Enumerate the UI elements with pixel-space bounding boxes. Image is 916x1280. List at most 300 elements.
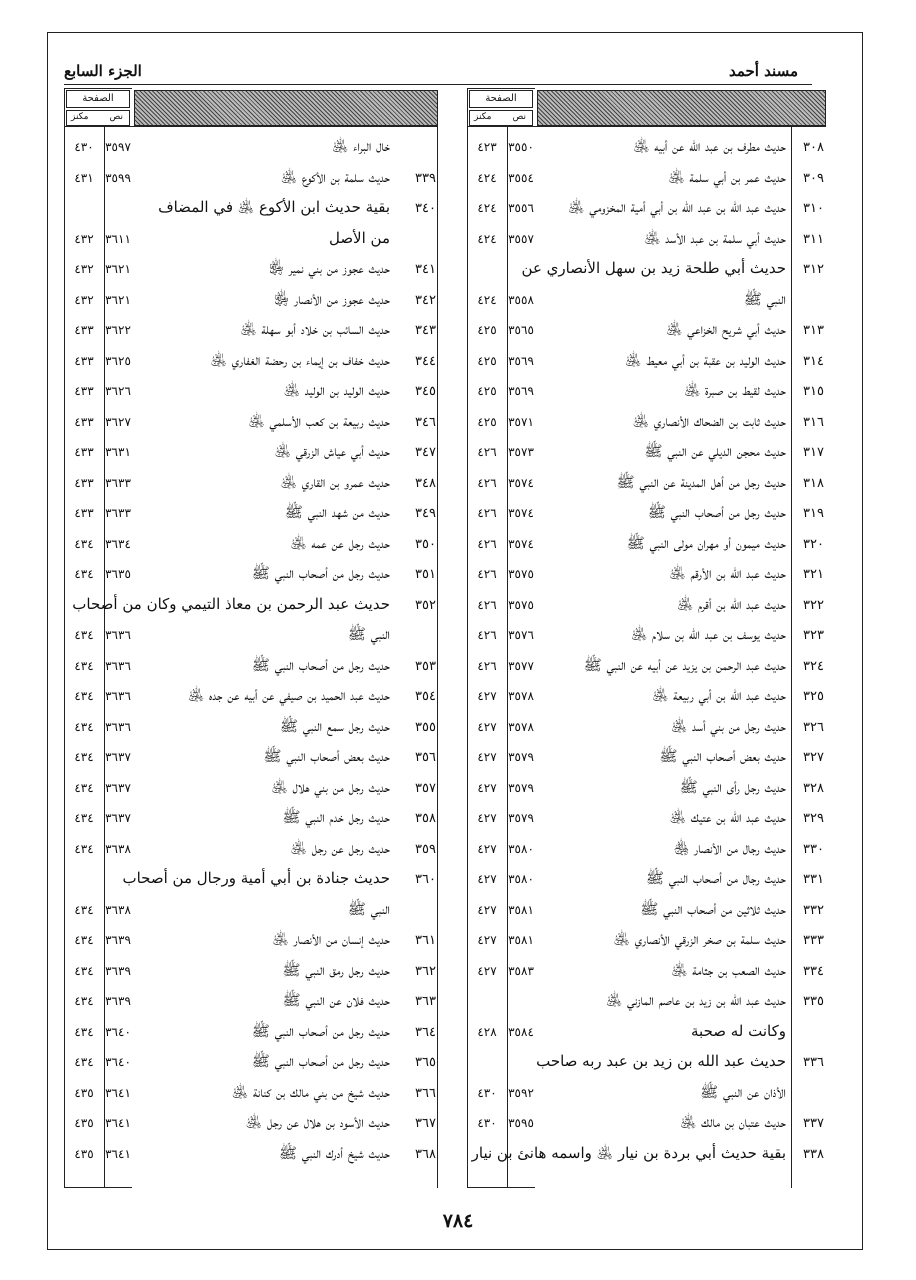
index-entry: [64, 927, 438, 958]
entry-number: ٣٤٧: [415, 445, 436, 460]
entry-page-number: ٤٢٤: [477, 292, 497, 307]
entry-page-number: ٤٢٤: [477, 170, 497, 185]
entry-page-number: ٤٣٤: [74, 689, 94, 703]
index-entry: [64, 439, 438, 470]
index-entry: [64, 226, 438, 257]
entry-number: ٣٥٦: [415, 750, 436, 765]
entry-nas-number: ٣٥٧٩: [508, 780, 534, 795]
entry-list-right: [467, 134, 826, 1171]
entry-number: ٣٢٨: [803, 780, 824, 796]
entry-page-number: ٤٢٤: [477, 231, 497, 246]
entry-nas-number: ٣٦٤١: [105, 1085, 131, 1100]
entry-nas-number: ٣٥٧٤: [508, 475, 534, 490]
entry-nas-number: ٣٥٧٤: [508, 536, 534, 551]
entry-title: حديث عبد الرحمن بن يزيد عن أبيه عن النبي ﷺ: [583, 655, 786, 674]
entry-title: حديث لقيط بن صبرة ﵁: [683, 381, 786, 399]
index-entry: [64, 531, 438, 562]
entry-title: حديث عبد الحميد بن صيفي عن أبيه عن جده ﵁: [187, 686, 390, 704]
entry-page-number: ٤٣٤: [74, 963, 94, 978]
entry-number: ٣٣٩: [415, 170, 436, 186]
entry-page-number: ٤٣٥: [74, 1116, 94, 1130]
entry-title: حديث الصعب بن جثامة ﵁: [671, 960, 786, 979]
entry-number: ٣٦٤: [415, 1024, 436, 1040]
entry-nas-number: ٣٦٣٥: [105, 567, 131, 581]
entry-page-number: ٤٢٦: [477, 506, 497, 520]
index-entry: [64, 378, 438, 409]
entry-page-number: ٤٢٦: [477, 597, 497, 612]
entry-nas-number: ٣٦٤٠: [105, 1055, 131, 1069]
entry-page-number: ٤٢٧: [477, 963, 497, 978]
entry-page-number: ٤٣٤: [74, 811, 94, 825]
entry-nas-number: ٣٥٨٤: [508, 1024, 534, 1039]
entry-number: ٣٣١: [803, 872, 824, 887]
entry-title: حديث رجل رمق النبي ﷺ: [282, 960, 390, 979]
entry-title: حديث جنادة بن أبي أمية ورجال من أصحاب: [122, 869, 390, 887]
index-entry: [64, 592, 438, 623]
entry-title: من الأصل: [328, 228, 390, 247]
entry-title: حديث شيخ أدرك النبي ﷺ: [278, 1143, 390, 1162]
entry-title: النبي ﷺ: [743, 289, 786, 308]
entry-list-left: [64, 134, 438, 1171]
entry-number: ٣٤٦: [415, 414, 436, 430]
entry-page-number: ٤٢٤: [477, 201, 497, 215]
index-entry: [467, 622, 826, 653]
index-entry: [467, 348, 826, 379]
entry-page-number: ٤٣٤: [74, 1055, 94, 1069]
entry-number: ٣١٧: [803, 445, 824, 460]
index-entry: [64, 1049, 438, 1080]
index-column-right: [467, 88, 826, 1188]
entry-title: حديث رجل سمع النبي ﷺ: [279, 716, 390, 735]
entry-page-number: ٤٢٧: [477, 872, 497, 886]
entry-title: حديث الوليد بن عقبة بن أبي معيط ﵁: [624, 350, 786, 369]
entry-title: حديث بعض أصحاب النبي ﷺ: [659, 747, 786, 765]
entry-title: حديث فلان عن النبي ﷺ: [282, 991, 390, 1009]
entry-nas-number: ٣٦٢٥: [105, 353, 131, 368]
entry-number: ٣٥٤: [415, 689, 436, 704]
index-column-left: [64, 88, 438, 1188]
entry-page-number: ٤٢٦: [477, 445, 497, 459]
entry-title: حديث عبد الله بن عبد الله بن أبي أمية المخزومي ﵁: [568, 198, 786, 216]
entry-title: حديث ثلاثين من أصحاب النبي ﷺ: [640, 899, 786, 918]
entry-nas-number: ٣٥٩٢: [508, 1085, 534, 1100]
entry-nas-number: ٣٦٣٤: [105, 536, 131, 551]
entry-page-number: ٤٣٣: [74, 445, 94, 459]
entry-number: ٣١٠: [803, 201, 824, 216]
entry-nas-number: ٣٦٣٨: [105, 902, 131, 917]
index-entry: [64, 287, 438, 318]
entry-page-number: ٤٢٣: [477, 140, 497, 154]
entry-nas-number: ٣٥٦٥: [508, 323, 534, 337]
index-entry: [467, 927, 826, 958]
entry-title: حديث عبد الله بن عتيك ﵁: [669, 808, 786, 826]
index-entry: [467, 1141, 826, 1172]
index-entry: [467, 195, 826, 226]
entry-page-number: ٤٢٦: [477, 628, 497, 642]
entry-page-number: ٤٢٥: [477, 414, 497, 429]
entry-nas-number: ٣٥٨١: [508, 933, 534, 947]
nas-header: نص: [512, 112, 526, 122]
index-entry: [64, 897, 438, 928]
entry-nas-number: ٣٥٨٣: [508, 963, 534, 978]
entry-title: حديث رجل من أصحاب النبي ﷺ: [251, 1052, 390, 1070]
index-entry: [467, 1110, 826, 1141]
entry-number: ٣١٢: [803, 262, 824, 277]
entry-number: ٣٢٥: [803, 689, 824, 704]
index-entry: [64, 348, 438, 379]
entry-title: حديث بعض أصحاب النبي ﷺ: [263, 747, 390, 765]
index-entry: [64, 775, 438, 806]
entry-nas-number: ٣٦٣٩: [105, 933, 131, 947]
entry-nas-number: ٣٥٩٥: [508, 1116, 534, 1130]
index-entry: [467, 1049, 826, 1080]
entry-number: ٣٤١: [415, 262, 436, 277]
entry-nas-number: ٣٥٦٩: [508, 384, 534, 398]
entry-title: حديث ميمون أو مهران مولى النبي ﷺ: [626, 533, 786, 552]
index-entry: [467, 378, 826, 409]
entry-number: ٣٣٧: [803, 1116, 824, 1131]
entry-title: حديث أبي شريح الخزاعي ﵁: [666, 320, 786, 338]
index-entry: [64, 1141, 438, 1172]
entry-title: حديث سلمة بن الأكوع ﵁: [280, 167, 390, 186]
entry-title: حديث رجال من أصحاب النبي ﷺ: [645, 869, 786, 887]
entry-nas-number: ٣٥٦٩: [508, 353, 534, 368]
entry-page-number: ٤٣٤: [74, 780, 94, 795]
entry-title: حديث سلمة بن صخر الزرقي الأنصاري ﵁: [613, 930, 786, 948]
entry-title: حديث رجل من أهل المدينة عن النبي ﷺ: [616, 472, 786, 491]
entry-page-number: ٤٣٤: [74, 1024, 94, 1039]
entry-page-number: ٤٣٤: [74, 994, 94, 1008]
index-entry: [64, 256, 438, 287]
entry-number: ٣٦٥: [415, 1055, 436, 1070]
entry-page-number: ٤٢٨: [477, 1024, 497, 1039]
entry-page-number: ٤٢٧: [477, 689, 497, 703]
index-entry: [64, 561, 438, 592]
entry-page-number: ٤٣٢: [74, 292, 94, 307]
entry-number: ٣١١: [803, 231, 824, 247]
entry-title: حديث إنسان من الأنصار ﵁: [272, 930, 390, 948]
entry-title: حديث يوسف بن عبد الله بن سلام ﵁: [630, 625, 786, 643]
entry-title: الأذان عن النبي ﷺ: [700, 1082, 786, 1101]
entry-nas-number: ٣٥٥٨: [508, 292, 534, 307]
entry-page-number: ٤٢٦: [477, 536, 497, 551]
entry-page-number: ٤٣٤: [74, 719, 94, 734]
entry-page-number: ٤٢٧: [477, 933, 497, 947]
entry-number: ٣٦٨: [415, 1146, 436, 1162]
entry-title: حديث محجن الديلي عن النبي ﷺ: [644, 442, 786, 460]
entry-nas-number: ٣٥٧٩: [508, 811, 534, 825]
entry-number: ٣٤٠: [415, 201, 436, 216]
entry-number: ٣٦٢: [415, 963, 436, 979]
entry-page-number: ٤٣٤: [74, 628, 94, 642]
index-entry: [467, 592, 826, 623]
page-column-header: الصفحة: [469, 90, 533, 108]
entry-number: ٣٢٦: [803, 719, 824, 735]
entry-page-number: ٤٢٥: [477, 384, 497, 398]
index-entry: [64, 1019, 438, 1050]
entry-page-number: ٤٣٢: [74, 231, 94, 246]
entry-title: حديث السائب بن خلاد أبو سهلة ﵁: [240, 320, 390, 338]
entry-nas-number: ٣٦٣٣: [105, 475, 131, 490]
entry-title: بقية حديث ابن الأكوع ﵁ في المضاف: [158, 198, 390, 216]
index-entry: [64, 988, 438, 1019]
index-entry: [467, 409, 826, 440]
entry-number: ٣٤٥: [415, 384, 436, 399]
index-entry: [467, 470, 826, 501]
entry-nas-number: ٣٥٧٩: [508, 750, 534, 764]
entry-number: ٣٦٧: [415, 1116, 436, 1131]
entry-nas-number: ٣٦٣٣: [105, 506, 131, 520]
entry-number: ٣٢٠: [803, 536, 824, 552]
entry-title: حديث عبد الله بن زيد بن عبد ربه صاحب: [536, 1052, 786, 1070]
entry-title: حديث شيخ من بني مالك بن كنانة ﵁: [231, 1082, 390, 1101]
entry-nas-number: ٣٥٥٧: [508, 231, 534, 246]
index-entry: [467, 836, 826, 867]
entry-nas-number: ٣٥٧٥: [508, 597, 534, 612]
entry-title: حديث عبد الله بن أبي ربيعة ﵁: [652, 686, 786, 704]
entry-page-number: ٤٣٣: [74, 475, 94, 490]
index-entry: [467, 1080, 826, 1111]
index-entry: [64, 714, 438, 745]
entry-page-number: ٤٣٥: [74, 1146, 94, 1161]
index-entry: [64, 805, 438, 836]
entry-page-number: ٤٢٥: [477, 353, 497, 368]
entry-number: ٣١٤: [803, 353, 824, 369]
entry-page-number: ٤٣٠: [477, 1116, 497, 1130]
entry-page-number: ٤٣٣: [74, 414, 94, 429]
entry-nas-number: ٣٦٢١: [105, 292, 131, 307]
index-entry: [467, 714, 826, 745]
entry-title: حديث أبي عياش الزرقي ﵁: [274, 442, 390, 460]
entry-number: ٣٤٨: [415, 475, 436, 491]
entry-nas-number: ٣٦٣٦: [105, 628, 131, 642]
index-entry: [64, 866, 438, 897]
index-entry: [467, 561, 826, 592]
entry-nas-number: ٣٦٢٢: [105, 323, 131, 337]
entry-title: حديث مطرف بن عبد الله عن أبيه ﵁: [633, 137, 786, 155]
entry-title: حديث رجل خدم النبي ﷺ: [282, 808, 390, 826]
index-entry: [467, 775, 826, 806]
entry-number: ٣٢٣: [803, 628, 824, 643]
entry-number: ٣١٨: [803, 475, 824, 491]
entry-nas-number: ٣٦٣٩: [105, 994, 131, 1008]
entry-nas-number: ٣٦٤٠: [105, 1024, 131, 1039]
entry-page-number: ٤٢٧: [477, 841, 497, 856]
entry-number: ٣٣٥: [803, 994, 824, 1009]
index-entry: [467, 897, 826, 928]
entry-nas-number: ٣٦٤١: [105, 1146, 131, 1161]
entry-page-number: ٤٢٧: [477, 719, 497, 734]
entry-nas-number: ٣٦٣٦: [105, 719, 131, 734]
entry-number: ٣٥٥: [415, 719, 436, 735]
entry-title: وكانت له صحبة: [691, 1021, 786, 1040]
entry-page-number: ٤٢٥: [477, 323, 497, 337]
entry-number: ٣٦١: [415, 933, 436, 948]
entry-nas-number: ٣٥٧١: [508, 414, 534, 429]
running-header-book: مسند أحمد: [728, 62, 798, 80]
entry-nas-number: ٣٦٢٦: [105, 384, 131, 398]
entry-nas-number: ٣٥٥٠: [508, 140, 534, 154]
entry-number: ٣٥٢: [415, 597, 436, 613]
index-entry: [467, 165, 826, 196]
makz-header: مكنز: [474, 112, 492, 122]
entry-number: ٣٢٩: [803, 811, 824, 826]
entry-page-number: ٤٢٧: [477, 750, 497, 764]
entry-nas-number: ٣٥٨١: [508, 902, 534, 917]
entry-title: النبي ﷺ: [347, 625, 390, 643]
entry-nas-number: ٣٥٧٨: [508, 719, 534, 734]
entry-title: حديث رجل من أصحاب النبي ﷺ: [251, 1021, 390, 1040]
index-entry: [467, 683, 826, 714]
entry-nas-number: ٣٦٣٦: [105, 658, 131, 673]
entry-number: ٣٣٢: [803, 902, 824, 918]
entry-nas-number: ٣٦٣٦: [105, 689, 131, 703]
index-entry: [467, 805, 826, 836]
entry-title: حديث رجل من بني أسد ﵁: [670, 716, 786, 735]
index-entry: [64, 500, 438, 531]
entry-page-number: ٤٣٤: [74, 750, 94, 764]
header-rule: [64, 84, 812, 85]
entry-nas-number: ٣٥٧٥: [508, 567, 534, 581]
entry-nas-number: ٣٥٧٦: [508, 628, 534, 642]
entry-page-number: ٤٣٣: [74, 323, 94, 337]
entry-title: حديث رجل من أصحاب النبي ﷺ: [251, 564, 390, 582]
entry-page-number: ٤٢٧: [477, 780, 497, 795]
entry-title: حديث خفاف بن إيماء بن رحضة الغفاري ﵁: [210, 350, 390, 369]
index-entry: [64, 744, 438, 775]
entry-page-number: ٤٢٧: [477, 902, 497, 917]
nas-header: نص: [109, 112, 123, 122]
entry-page-number: ٤٢٦: [477, 567, 497, 581]
entry-page-number: ٤٢٦: [477, 475, 497, 490]
entry-nas-number: ٣٦١١: [105, 231, 131, 246]
entry-nas-number: ٣٦٤١: [105, 1116, 131, 1130]
entry-page-number: ٤٣٤: [74, 841, 94, 856]
entry-number: ٣٦٠: [415, 872, 436, 887]
entry-title: النبي ﷺ: [347, 899, 390, 918]
index-entry: [64, 622, 438, 653]
entry-number: ٣٥٩: [415, 841, 436, 857]
index-entry: [64, 1080, 438, 1111]
index-entry: [64, 958, 438, 989]
index-entry: [64, 470, 438, 501]
entry-number: ٣٦٦: [415, 1085, 436, 1101]
entry-nas-number: ٣٦٣٧: [105, 780, 131, 795]
entry-nas-number: ٣٥٥٦: [508, 201, 534, 215]
entry-page-number: ٤٣٤: [74, 536, 94, 551]
entry-number: ٣٢٤: [803, 658, 824, 674]
entry-page-number: ٤٣٤: [74, 567, 94, 581]
entry-page-number: ٤٣٤: [74, 933, 94, 947]
entry-number: ٣٤٣: [415, 323, 436, 338]
entry-nas-number: ٣٥٨٠: [508, 841, 534, 856]
entry-page-number: ٤٣٥: [74, 1085, 94, 1100]
index-entry: [64, 683, 438, 714]
entry-title: حديث رجل عن عمه ﵁: [290, 533, 390, 552]
entry-number: ٣١٥: [803, 384, 824, 399]
entry-number: ٣٥٨: [415, 811, 436, 826]
index-entry: [467, 958, 826, 989]
entry-nas-number: ٣٥٧٨: [508, 689, 534, 703]
entry-title: حديث عجوز من الأنصار ﵂: [274, 289, 390, 308]
entry-number: ٣٥٣: [415, 658, 436, 674]
index-entry: [64, 134, 438, 165]
entry-page-number: ٤٣٣: [74, 384, 94, 398]
entry-title: حديث رجال من الأنصار ﵃: [672, 838, 786, 857]
entry-title: حديث رجل من أصحاب النبي ﷺ: [251, 655, 390, 674]
entry-number: ٣٦٣: [415, 994, 436, 1009]
entry-title: حديث من شهد النبي ﷺ: [284, 503, 390, 521]
entry-number: ٣١٣: [803, 323, 824, 338]
entry-title: حديث أبي طلحة زيد بن سهل الأنصاري عن: [521, 259, 786, 277]
entry-number: ٣٥١: [415, 567, 436, 582]
entry-nas-number: ٣٥٧٤: [508, 506, 534, 520]
entry-title: حديث عبد الرحمن بن معاذ التيمي وكان من أصحاب: [72, 594, 390, 613]
entry-title: حديث رجل رأى النبي ﷺ: [679, 777, 786, 796]
entry-number: ٣٢٢: [803, 597, 824, 613]
entry-number: ٣٥٠: [415, 536, 436, 552]
entry-nas-number: ٣٥٩٧: [105, 140, 131, 154]
entry-nas-number: ٣٦٣٧: [105, 811, 131, 825]
entry-number: ٣٠٩: [803, 170, 824, 186]
index-entry: [467, 287, 826, 318]
hatched-header-band: [134, 90, 438, 126]
entry-title: حديث رجل من أصحاب النبي ﷺ: [647, 503, 786, 521]
entry-title: حديث عبد الله بن الأرقم ﵁: [669, 564, 786, 582]
entry-page-number: ٤٣٣: [74, 353, 94, 368]
index-entry: [64, 195, 438, 226]
entry-nas-number: ٣٦٢٧: [105, 414, 131, 429]
index-entry: [64, 317, 438, 348]
entry-title: حديث الوليد بن الوليد ﵁: [283, 381, 390, 399]
index-entry: [64, 1110, 438, 1141]
index-entry: [467, 500, 826, 531]
entry-nas-number: ٣٥٩٩: [105, 170, 131, 185]
entry-nas-number: ٣٥٥٤: [508, 170, 534, 185]
entry-nas-number: ٣٥٧٣: [508, 445, 534, 459]
index-entry: [64, 409, 438, 440]
index-entry: [467, 1019, 826, 1050]
entry-title: حديث عمرو بن القاري ﵁: [280, 472, 390, 491]
entry-title: حديث عبد الله بن زيد بن عاصم المازني ﵁: [605, 991, 786, 1009]
entry-page-number: ٤٣٠: [477, 1085, 497, 1100]
entry-page-number: ٤٣٠: [74, 140, 94, 154]
entry-number: ٣٣٤: [803, 963, 824, 979]
index-entry: [64, 836, 438, 867]
entry-nas-number: ٣٥٧٧: [508, 658, 534, 673]
entry-page-number: ٤٢٧: [477, 811, 497, 825]
makz-header: مكنز: [71, 112, 89, 122]
entry-title: حديث عجوز من بني نمير ﵂: [268, 259, 390, 277]
entry-number: ٣٣٦: [803, 1055, 824, 1070]
entry-title: حديث ربيعة بن كعب الأسلمي ﵁: [248, 411, 390, 430]
page-number: ٧٨٤: [442, 1210, 474, 1232]
entry-number: ٣٢١: [803, 567, 824, 582]
entry-number: ٣١٩: [803, 506, 824, 521]
entry-title: حديث ثابت بن الضحاك الأنصاري ﵁: [632, 411, 786, 430]
entry-nas-number: ٣٦٣٨: [105, 841, 131, 856]
index-entry: [467, 134, 826, 165]
entry-nas-number: ٣٦٢١: [105, 262, 131, 276]
entry-title: خال البراء ﵁: [331, 137, 390, 155]
index-entry: [467, 988, 826, 1019]
entry-title: حديث أبي سلمة بن عبد الأسد ﵁: [644, 228, 786, 247]
entry-title: بقية حديث أبي بردة بن نيار ﵁ واسمه هانئ بن نيار: [471, 1143, 786, 1162]
subcolumn-headers: [66, 110, 130, 126]
entry-page-number: ٤٢٦: [477, 658, 497, 673]
index-entry: [467, 317, 826, 348]
index-entry: [467, 744, 826, 775]
